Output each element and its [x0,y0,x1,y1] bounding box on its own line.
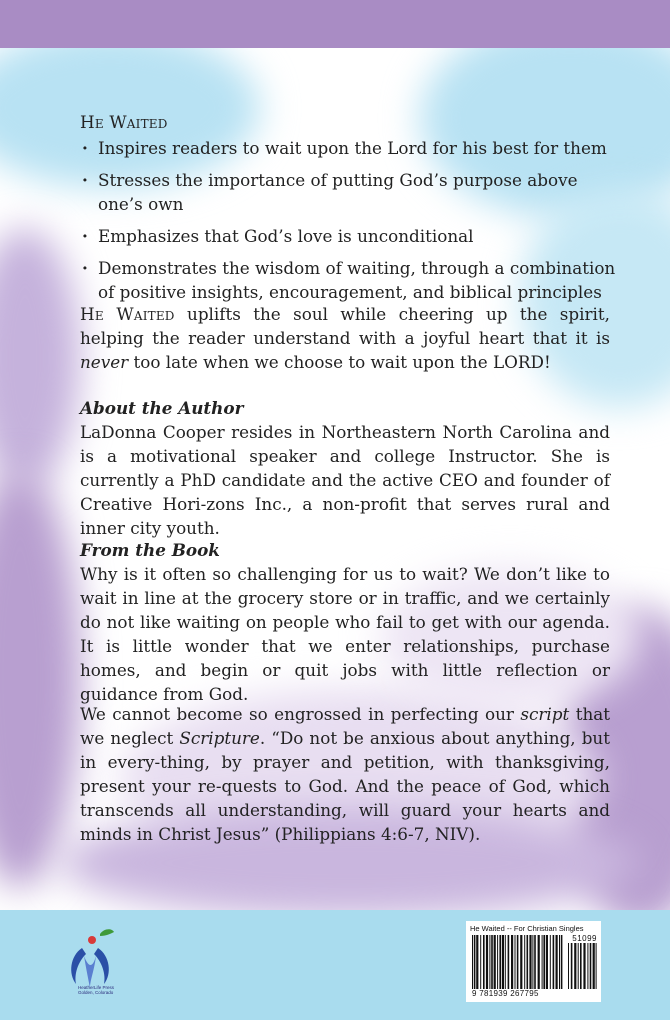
barcode-bar [511,935,513,989]
barcode-bar [538,935,540,989]
summary-paragraph [80,302,610,374]
barcode-bar [502,935,504,989]
barcode-bars [472,935,564,989]
feature-item: · Stresses the importance of putting God’s purpose above one’s own [80,168,620,216]
barcode-addon-bars [568,943,598,989]
barcode-bar [524,935,525,989]
barcode-bar [542,935,543,989]
from-book-paragraph-2 [80,702,610,846]
barcode-bar [527,935,529,989]
barcode-bar [587,943,588,989]
barcode-bar [578,943,579,989]
summary-text: uplifts the soul while cheering up the spirit, helping the reader understand with a joyful heart that it is [80,304,610,348]
barcode-bar [590,943,592,989]
from-book-heading: From the Book [80,540,220,560]
barcode-bar [508,935,510,989]
barcode-bar [532,935,533,989]
barcode-bar [515,935,516,989]
barcode-bar [561,935,563,989]
barcode-bar [534,935,536,989]
barcode-bar [474,935,476,989]
barcode-bar [476,935,478,989]
barcode-bar [583,943,585,989]
feature-list [80,136,620,312]
publisher-name [78,985,118,995]
barcode-bar [517,935,519,989]
figure-right-icon [94,948,109,984]
feature-item: · Demonstrates the wisdom of waiting, through a combination of positive insights, encouragement, and biblical principles [80,256,620,304]
barcode-bar [559,935,560,989]
barcode-bar [489,935,490,989]
barcode-bar [505,935,506,989]
apple-icon [88,936,96,944]
about-author-section [80,396,610,540]
figure-left-icon [71,948,86,984]
publisher-line-1: HeatherLife Press [78,985,115,990]
barcode-bar [553,935,555,989]
from-book-paragraph-1: Why is it often so challenging for us to wait? We don’t like to wait in line at the grocery store or in traffic, and we certainly do not like waiting on people who fail to get with our agenda. It is little wonder that we enter relationships, purchase homes, and begin or quit jobs with little reflection or guidance from God. [80,564,610,704]
barcode-bar [580,943,582,989]
barcode-bar [574,943,576,989]
barcode-bar [497,935,498,989]
barcode-bar [494,935,496,989]
barcode-bar [550,935,551,989]
barcode-bar [593,943,595,989]
barcode-bar [472,935,473,989]
barcode-bar [556,935,558,989]
summary-emphasis: never [80,352,129,372]
book-title-label: He Waited [80,112,168,132]
publisher-line-2: Golden, Colorado [78,990,114,995]
barcode-bar [596,943,597,989]
barcode-title: He Waited -- For Christian Singles [470,924,584,933]
barcode-bar [491,935,493,989]
about-author-body: LaDonna Cooper resides in Northeastern North Carolina and is a motivational speaker and college Instructor. She is currently a PhD candidate and the active CEO and founder of Creative Hori-zons Inc., a non-profit that serves rural and inner city youth. [80,422,610,538]
barcode-bar [568,943,569,989]
barcode-bar [520,935,522,989]
para2-scripture: Scripture [179,728,260,748]
summary-text-end: too late when we choose to wait upon the LORD! [128,352,551,372]
para2-text-c: . “Do not be anxious about anything, but in every-thing, by prayer and petition, with thanksgiving, present your re-quests to God. And the peace of God, which transcends all understanding, will guard your hearts and minds in Christ Jesus” (Philippians 4:6-7, NIV). [80,728,610,844]
barcode-bar [543,935,545,989]
barcode-bar [499,935,501,989]
leaf-icon [100,929,114,936]
para2-script: script [520,704,570,724]
barcode-bar [529,935,531,989]
barcode-bar [546,935,548,989]
para2-text-a: We cannot become so engrossed in perfecting our [80,704,521,724]
barcode-bar [480,935,481,989]
feature-item: · Inspires readers to wait upon the Lord for his best for them [80,136,620,160]
barcode-price-code: 51099 [572,934,597,943]
about-author-heading: About the Author [80,398,244,418]
barcode-bar [483,935,485,989]
barcode-bar [486,935,488,989]
barcode-isbn-number: 9 781939 267795 [472,989,539,998]
barcode-bar [571,943,573,989]
from-book-section [80,538,610,706]
isbn-barcode [466,921,601,1002]
feature-item: · Emphasizes that God’s love is unconditional [80,224,620,248]
para2-text-b: that we neglect [80,704,610,748]
figure-center-icon [84,956,96,988]
summary-title: He Waited [80,304,175,324]
